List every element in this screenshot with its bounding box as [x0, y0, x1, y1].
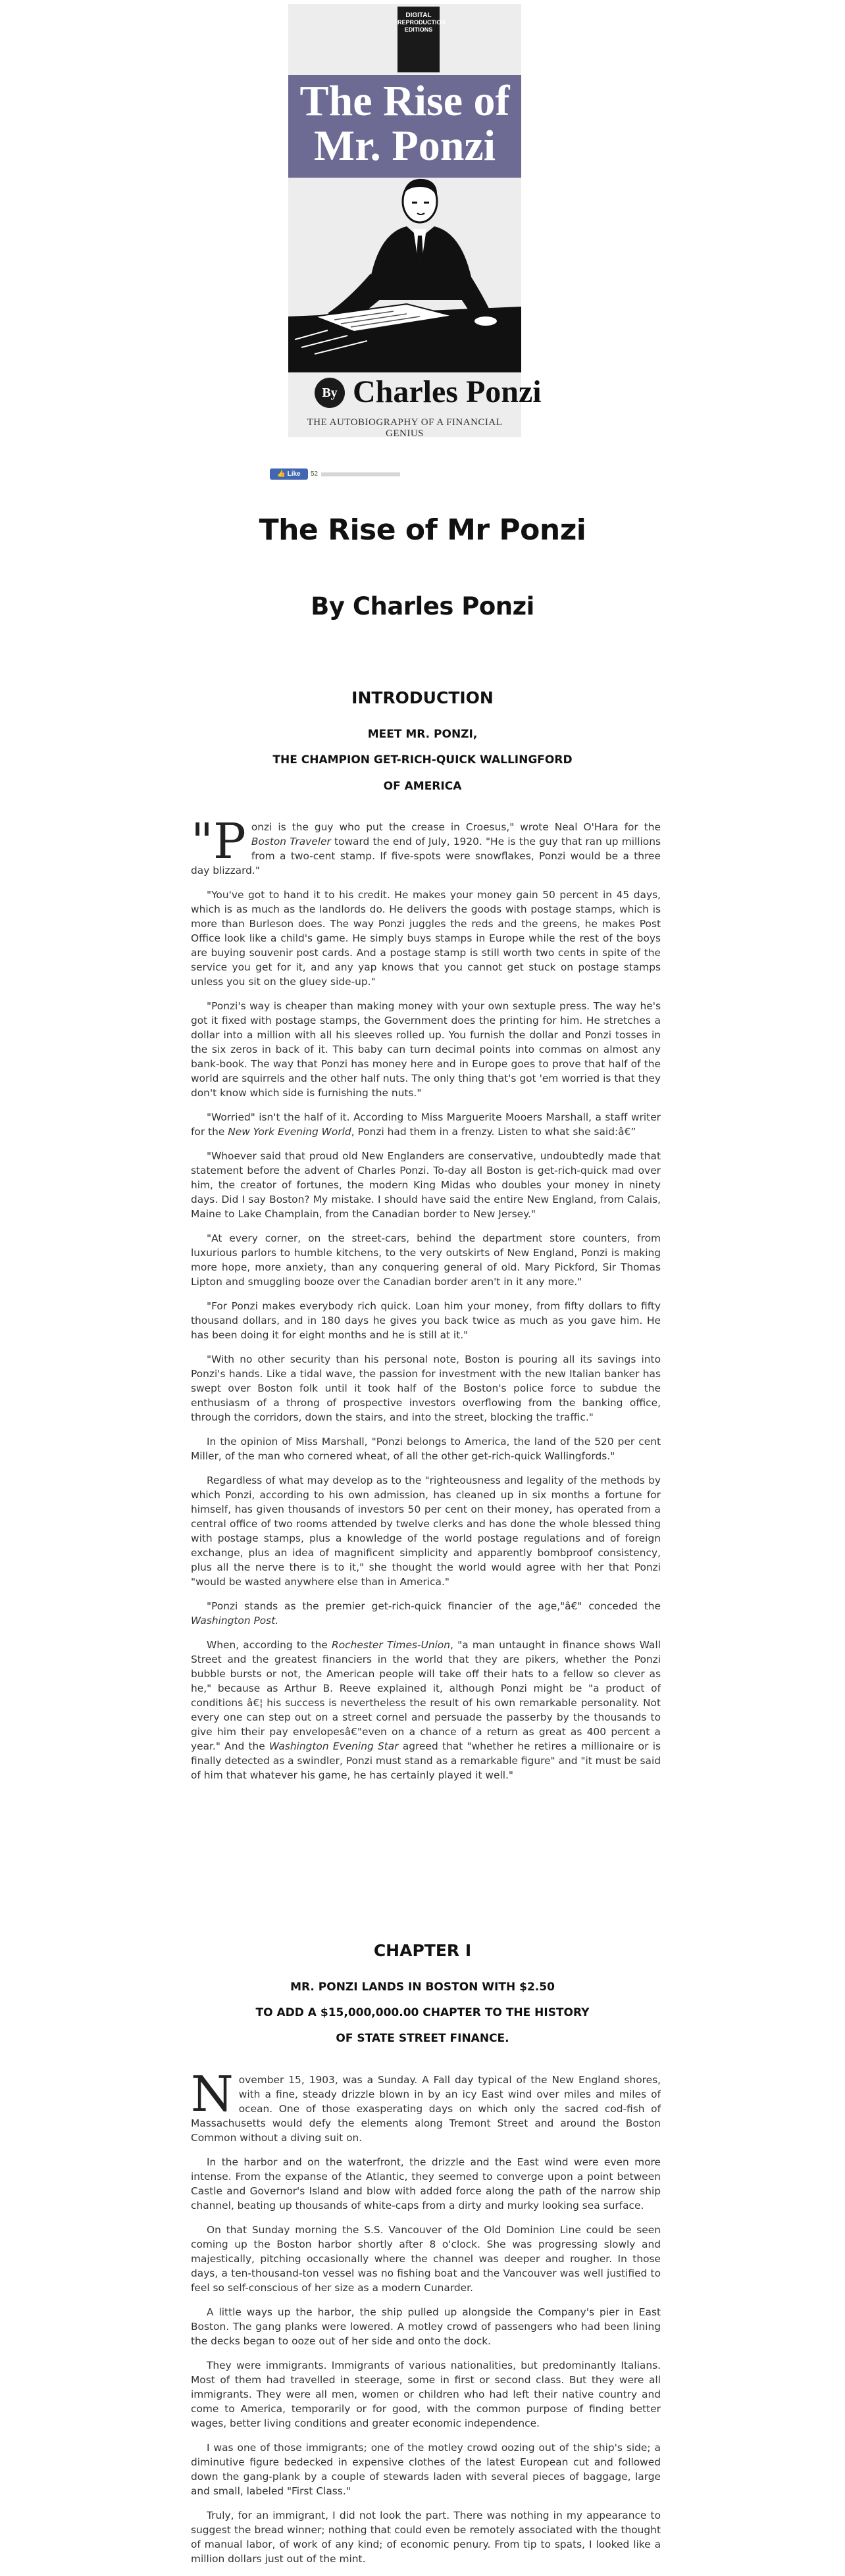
cover-title [288, 79, 521, 168]
intro-subheading-2: THE CHAMPION GET-RICH-QUICK WALLINGFORD [272, 753, 573, 767]
chapter-1-heading: CHAPTER I [373, 1941, 472, 1960]
cover-title-line-2: Mr. Ponzi [313, 122, 496, 170]
drop-cap: N [191, 2066, 234, 2123]
badge-line-3: EDITIONS [404, 26, 433, 33]
like-share-bar [321, 472, 400, 476]
intro-paragraph-5: "Whoever said that proud old New Englanders are conservative, undoubtedly made that statement before the advent of Charles Ponzi. To-day all Boston is get-rich-quick mad over him, the creator of fortunes, the modern King Midas who doubles your money in ninety days. Did I say Boston? My mistake. I should have said the entire New England, from Calais, Maine to Lake Champlain, from the Canadian border to New Jersey." [191, 1150, 661, 1220]
intro-paragraph-10: Regardless of what may develop as to the "righteousness and legality of the methods by which Ponzi, according to his own admission, has cleaned up in six months a fortune for himself, has given thousands of investors 50 per cent on their money, has operated from a central office of two rooms attended by twelve clerks and has done the whole blessed thing with postage stamps, plus a knowledge of the world postage regulations and of foreign exchange, plus an idea of magnificent simplicity and apparently bombproof consistency, plus all the nerve there is to it," she thought the world would agree with her that Ponzi "would be wasted anywhere else than in America." [191, 1475, 661, 1588]
chapter-1-paragraph-7: Truly, for an immigrant, I did not look the part. There was nothing in my appearance to suggest the bread winner; nothing that could even be remotely associated with the thought of manual labor, of work of any kind; of economic penury. From tip to spats, I looked like a million dollars just out of the mint. [191, 2510, 661, 2565]
intro-subheading-1: MEET MR. PONZI, [367, 728, 478, 741]
intro-paragraph-3: "Ponzi's way is cheaper than making money with your own sextuple press. The way he's got it fixed with postage stamps, the Government does the printing for him. He stretches a dollar into a million with all his sleeves rolled up. You furnish the dollar and Ponzi tosses in the six zeros in back of it. This baby can turn decimal points into commas on almost any bank-book. The way that Ponzi has money here and in Europe goes to prove that half of the world are squirrels and the other half nuts. The only thing that's got 'em worried is that they don't know which side is furnishing the nuts." [191, 1000, 661, 1099]
introduction-heading: INTRODUCTION [351, 688, 494, 707]
cover-title-line-1: The Rise of [299, 77, 510, 125]
chapter-1-paragraph-5: They were immigrants. Immigrants of various nationalities, but predominantly Italians. Most of them had travelled in steerage, some in first or second class. But they were all immigrants. They were all men, women or children who had left their native country and come to America, temporarily or for good, with the common purpose of finding better wages, better living conditions and greater economic independence. [191, 2360, 661, 2429]
cover-by-badge: By [315, 378, 345, 408]
like-count: 52 [311, 470, 319, 478]
chapter-1-subheading-2: TO ADD A $15,000,000.00 CHAPTER TO THE HISTORY [255, 2006, 590, 2019]
introduction-body [191, 813, 661, 1792]
intro-paragraph-8: "With no other security than his personal note, Boston is pouring all its savings into Ponzi's hands. Like a tidal wave, the passion for investment with the new Italian banker has swept over Boston folk until it took half of the Boston's police force to subdue the enthusiasm of a throng of prospective investors overflowing from the banking office, through the corridors, down the stairs, and into the street, blocking the traffic." [191, 1353, 661, 1423]
facebook-like-button[interactable]: 👍 Like [270, 468, 308, 480]
chapter-1-paragraph-6: I was one of those immigrants; one of the motley crowd oozing out of the ship's side; a diminutive figure bedecked in expensive clothes of the latest European cut and followed down the gang-plank by a couple of stewards laden with several pieces of baggage, large and small, labeled "First Class." [191, 2442, 661, 2497]
intro-paragraph-2: "You've got to hand it to his credit. He makes your money gain 50 percent in 45 days, which is as much as the landlords do. He delivers the goods with postage stamps, which is more than Burleson does. The way Ponzi juggles the reds and the greens, he makes Post Office look like a child's game. He simply buys stamps in Europe while the rest of the boys are buying souvenir post cards. And a postage stamp is still worth two cents in spite of the service you get for it, and any yap knows that you cannot get stuck on postage stamps unless you sit on the gluey side-up." [191, 889, 661, 988]
edition-badge [397, 7, 446, 72]
intro-paragraph-7: "For Ponzi makes everybody rich quick. Loan him your money, from fifty dollars to fifty thousand dollars, and in 180 days he gives you back twice as much as you gave him. He has been doing it for eight months and he is still at it." [191, 1300, 661, 1341]
badge-line-2: REPRODUCTION [397, 19, 446, 26]
cover-author: Charles Ponzi [353, 374, 542, 409]
intro-paragraph-9: In the opinion of Miss Marshall, "Ponzi belongs to America, the land of the 520 per cent Miller, of the man who cornered wheat, of all the other get-rich-quick Wallingfords." [191, 1436, 661, 1462]
chapter-1-paragraph-3: On that Sunday morning the S.S. Vancouver of the Old Dominion Line could be seen coming up the Boston harbor shortly after 8 o'clock. She was progressing slowly and majestically, pitching occasionally where the channel was deeper and rougher. In those days, a ten-thousand-ton vessel was no fishing boat and the Vancouver was well justified to feel so self-conscious of her size as a modern Cunarder. [191, 2224, 661, 2294]
intro-paragraph-6: "At every corner, on the street-cars, behind the department store counters, from luxurious parlors to humble kitchens, to the very outskirts of New England, Ponzi is making more hope, more anxiety, than any conquering general of old. Mary Pickford, Sir Thomas Lipton and smuggling booze over the Canadian border aren't in it any more." [191, 1232, 661, 1288]
chapter-1-paragraph-2: In the harbor and on the waterfront, the drizzle and the East wind were even more intense. From the expanse of the Atlantic, they seemed to converge upon a point between Castle and Governor's Island and blow with added force along the path of the narrow ship channel, beating up thousands of white-caps from a dirty and murky looking sea surface. [191, 2156, 661, 2211]
intro-paragraph-4: "Worried" isn't the half of it. According to Miss Marguerite Mooers Marshall, a staff writer for the New York Evening World, Ponzi had them in a frenzy. Listen to what she said:â€” [191, 1111, 661, 1138]
page-title: The Rise of Mr Ponzi [259, 513, 586, 547]
cover-subtitle: THE AUTOBIOGRAPHY OF A FINANCIAL GENIUS [307, 417, 503, 439]
page-byline: By Charles Ponzi [311, 592, 534, 620]
badge-line-1: DIGITAL [405, 12, 432, 19]
chapter-1-subheading-1: MR. PONZI LANDS IN BOSTON WITH $2.50 [290, 1981, 555, 1994]
chapter-1-subheading-3: OF STATE STREET FINANCE. [336, 2032, 509, 2045]
drop-cap: "P [191, 813, 246, 870]
chapter-1-paragraph-4: A little ways up the harbor, the ship pulled up alongside the Company's pier in East Boston. The gang planks were lowered. A motley crowd of passengers who had been lining the decks began to ooze out of her side and onto the dock. [191, 2306, 661, 2347]
intro-subheading-3: OF AMERICA [383, 780, 462, 793]
cover-portrait-illustration [288, 175, 521, 372]
book-cover-image [288, 4, 542, 439]
intro-paragraph-11: "Ponzi stands as the premier get-rich-quick financier of the age,"â€" conceded the Washington Post. [191, 1600, 661, 1627]
chapter-1-paragraph-1: November 15, 1903, was a Sunday. A Fall day typical of the New England shores, with a fine, steady drizzle blown in by an icy East wind over miles and miles of ocean. One of those exasperating days on which only the sacred cod-fish of Massachusetts would defy the elements along Tremont Street and around the Boston Common without a diving suit on. [191, 2066, 661, 2144]
intro-paragraph-1: "P onzi is the guy who put the crease in Croesus," wrote Neal O'Hara for the Boston Traveler toward the end of July, 1920. "He is the guy that ran up millions from a two-cent stamp. If five-spots were snowflakes, Ponzi would be a three day blizzard." [191, 813, 661, 876]
intro-paragraph-12: When, according to the Rochester Times-Union, "a man untaught in finance shows Wall Street and the greatest financiers in the world that they are pikers, whether the Ponzi bubble bursts or not, the American people will take off their hats to a fellow so clever as he," because as Arthur B. Reeve explained it, although Ponzi might be "a product of conditions â€¦ his success is nevertheless the result of his own remarkable personality. Not every one can step out on a street cornel and persuade the passerby by the thousands to give him their pay envelopesâ€"even on a chance of a return as great as 400 percent a year." And the Washington Evening Star agreed that "whether he retires a millionaire or is finally detected as a swindler, Ponzi must stand as a remarkable figure" and "it must be said of him that whatever his game, he has certainly played it well." [191, 1639, 661, 1781]
chapter-1-body [191, 2066, 661, 2576]
